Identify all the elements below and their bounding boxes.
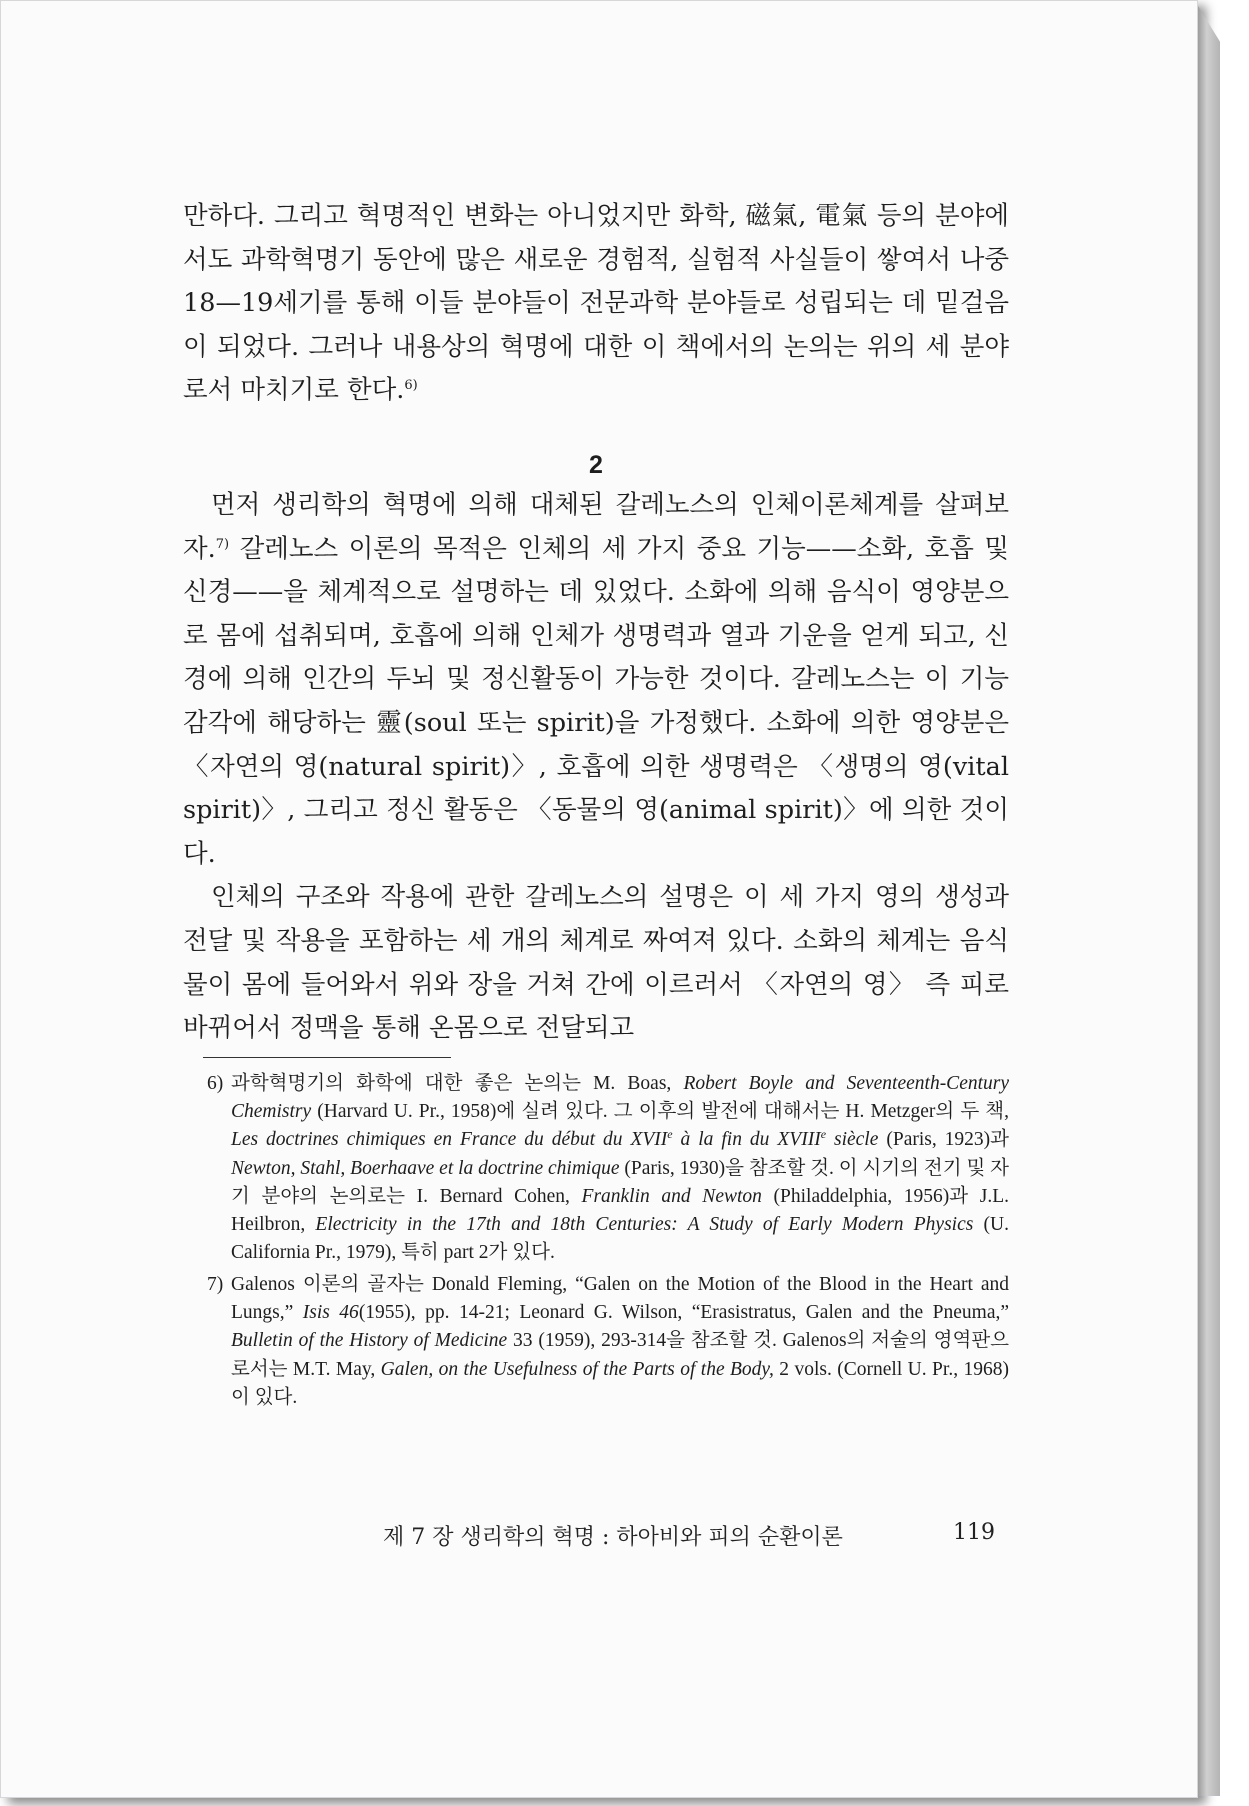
paragraph-2: 먼저 생리학의 혁명에 의해 대체된 갈레노스의 인체이론체계를 살펴보자.$^{7)}$ 갈레노스 이론의 목적은 인체의 세 가지 중요 기능——소화, 호흡 및 신경——을 체계적으로 설명하는 데 있었다. 소화에 의해 음식이 영양분으로 몸에 섭취되며, 호흡에 의해 인체가 생명력과 열과 기운을 얻게 되고, 신경에 의해 인간의 두뇌 및 정신활동이 가능한 것이다. 갈레노스는 이 기능 감각에 해당하는 靈(soul 또는 spirit)을 가정했다. 소화에 의한 영양분은 〈자연의 영(natural spirit)〉, 호흡에 의한 생명력은 〈생명의 영(vital spirit)〉, 그리고 정신 활동은 〈동물의 영(animal spirit)〉에 의한 것이다. [183, 489, 1009, 869]
footnote-title-italic: Robert Boyle and Seventeenth-Century Chemistry [231, 1072, 1010, 1122]
paragraph-1: 만하다. 그리고 혁명적인 변화는 아니었지만 화학, 磁氣, 電氣 등의 분야에서도 과학혁명기 동안에 많은 새로운 경험적, 실험적 사실들이 쌓여서 나중 18—19세기를 통해 이들 분야들이 전문과학 분야들로 성립되는 데 밑걸음이 되었다. 그러나 내용상의 혁명에 대한 이 책에서의 논의는 위의 세 분야로서 마치기로 한다.$^{6)}$ [183, 201, 1009, 406]
footnote-title-italic: Bulletin of the History of Medicine [231, 1330, 508, 1352]
footnotes [183, 1070, 1009, 1413]
footnote-run: (U. California Pr., 1979), 특히 part 2가 있다. [231, 1214, 1010, 1264]
footnote-number: 7) [207, 1273, 224, 1295]
footnote-run: (Paris, 1923)과 [878, 1129, 1010, 1151]
page-content [183, 195, 1009, 1415]
footnote-6 [183, 1070, 1009, 1268]
footnote-title-italic: Electricity in the 17th and 18th Centuries: A Study of Early Modern Physics [315, 1214, 974, 1236]
footnote-run: 2 vols. (Cornell U. Pr., 1968)이 있다. [231, 1358, 1009, 1408]
footnote-title-italic: Les doctrines chimiques en France du début du XVII [231, 1129, 668, 1151]
footnote-run: 33 (1959), 293-314을 참조할 것. Galenos의 저술의 영역판으로서는 M.T. May, [231, 1330, 1009, 1380]
footnote-divider [203, 1057, 451, 1058]
footnote-run: (Paris, 1930)을 참조할 것. 이 시기의 전기 및 자기 분야의 논의로는 I. Bernard Cohen, [231, 1157, 1009, 1207]
footnote-run: (1955), pp. 14-21; Leonard G. Wilson, “Erasistratus, Galen and the Pneuma,” [358, 1302, 1010, 1324]
footnote-title-italic: siècle [826, 1129, 879, 1151]
footnote-title-italic: e [667, 1127, 673, 1142]
chapter-title: 제 7 장 생리학의 혁명 : 하아비와 피의 순환이론 [383, 1525, 843, 1550]
footnote-title-italic: Isis 46 [302, 1302, 359, 1324]
footnote-ref-6[interactable]: 6) [404, 378, 418, 394]
footnote-title-italic: Galen, on the Usefulness of the Parts of the Body, [380, 1358, 774, 1380]
section-number: 2 [589, 450, 603, 479]
footnote-title-italic: e [820, 1127, 827, 1142]
footnote-text [231, 1070, 1009, 1268]
footnote-run: (Harvard U. Pr., 1958)에 실려 있다. 그 이후의 발전에 대해서는 H. Metzger의 두 책, [311, 1100, 1009, 1122]
running-footer [383, 1520, 995, 1551]
footnote-ref-7[interactable]: 7) [215, 536, 230, 552]
footnote-title-italic: Franklin and Newton [581, 1185, 762, 1207]
footnote-number: 6) [207, 1072, 224, 1094]
footnote-run: Galenos 이론의 골자는 Donald Fleming, “Galen on the Motion of the Blood in the Heart and Lungs,” [231, 1273, 1009, 1324]
footnote-text [231, 1271, 1009, 1412]
footnote-run: (Philaddelphia, 1956)과 J.L. Heilbron, [231, 1185, 1010, 1236]
page-edge-shadow [1198, 6, 1220, 1796]
footnote-title-italic: Newton, Stahl, Boerhaave et la doctrine chimique [231, 1157, 620, 1179]
footnote-7 [183, 1271, 1009, 1412]
body-text [183, 195, 1009, 1051]
paragraph-3: 인체의 구조와 작용에 관한 갈레노스의 설명은 이 세 가지 영의 생성과 전달 및 작용을 포함하는 세 개의 체계로 짜여져 있다. 소화의 체계는 음식물이 몸에 들어와서 위와 장을 거쳐 간에 이르러서 〈자연의 영〉 즉 피로 바뀌어서 정맥을 통해 온몸으로 전달되고 [183, 882, 1009, 1044]
footnote-title-italic: à la fin du XVIII [672, 1129, 821, 1151]
footnote-run: 과학혁명기의 화학에 대한 좋은 논의는 M. Boas, [231, 1072, 684, 1094]
page-number: 119 [953, 1520, 995, 1545]
